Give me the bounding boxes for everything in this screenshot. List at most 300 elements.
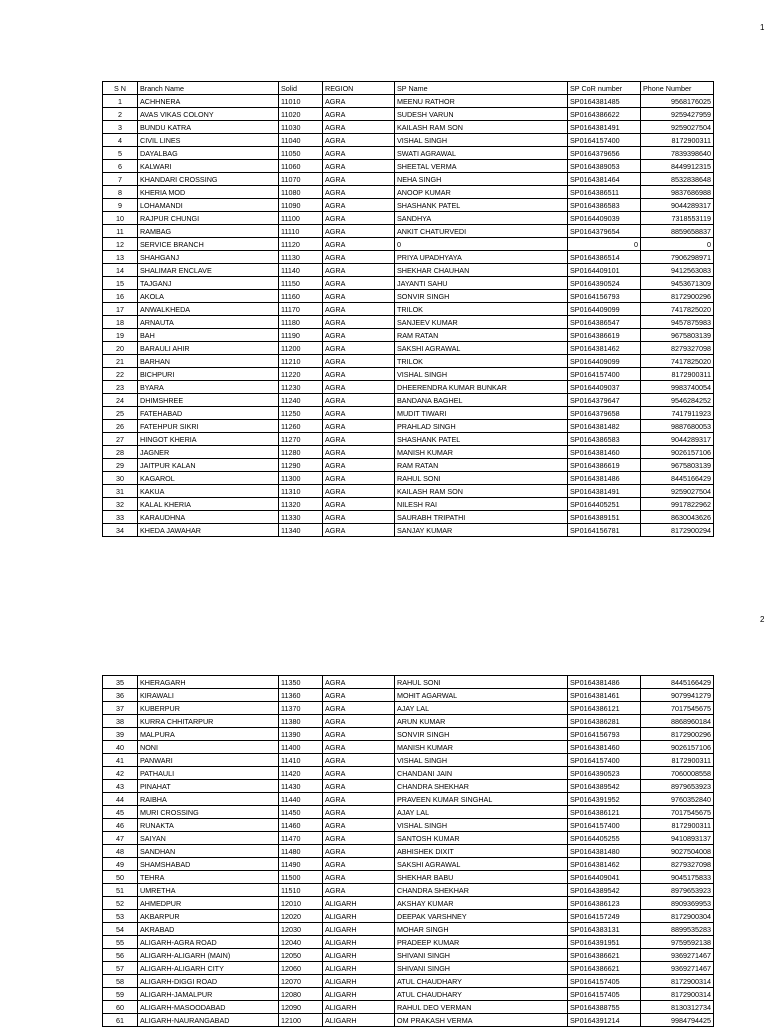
phone-number-cell: 8449912315 — [641, 160, 714, 173]
sn-cell: 35 — [103, 676, 138, 689]
phone-number-cell: 0 — [641, 238, 714, 251]
solid-cell: 11340 — [279, 524, 323, 537]
table-row — [103, 832, 714, 845]
sn-cell: 1 — [103, 95, 138, 108]
sn-cell: 7 — [103, 173, 138, 186]
table-row — [103, 689, 714, 702]
table-row — [103, 290, 714, 303]
branch-name-cell: AKRABAD — [138, 923, 279, 936]
sp-name-cell: NILESH RAI — [395, 498, 568, 511]
solid-cell: 11490 — [279, 858, 323, 871]
table-row — [103, 949, 714, 962]
sp-cor-number-cell: SP0164409101 — [568, 264, 641, 277]
sp-cor-number-cell: SP0164409099 — [568, 355, 641, 368]
table-row — [103, 524, 714, 537]
region-cell: AGRA — [323, 420, 395, 433]
solid-cell: 11400 — [279, 741, 323, 754]
phone-number-cell: 9917822962 — [641, 498, 714, 511]
sp-cor-number-cell: SP0164391214 — [568, 1014, 641, 1027]
branch-name-cell: BYARA — [138, 381, 279, 394]
table-row — [103, 121, 714, 134]
table-row — [103, 806, 714, 819]
sn-cell: 46 — [103, 819, 138, 832]
region-cell: AGRA — [323, 689, 395, 702]
branch-name-cell: BUNDU KATRA — [138, 121, 279, 134]
phone-number-cell: 9369271467 — [641, 962, 714, 975]
solid-cell: 11500 — [279, 871, 323, 884]
table-row — [103, 676, 714, 689]
sn-cell: 49 — [103, 858, 138, 871]
region-cell: AGRA — [323, 95, 395, 108]
sp-name-cell: SANJEEV KUMAR — [395, 316, 568, 329]
sp-cor-number-cell: SP0164409099 — [568, 303, 641, 316]
column-header-sp-name: SP Name — [395, 82, 568, 95]
solid-cell: 12070 — [279, 975, 323, 988]
region-cell: AGRA — [323, 806, 395, 819]
sp-cor-number-cell: SP0164381461 — [568, 689, 641, 702]
branch-name-cell: AKOLA — [138, 290, 279, 303]
region-cell: AGRA — [323, 832, 395, 845]
sn-cell: 34 — [103, 524, 138, 537]
sp-name-cell: SAURABH TRIPATHI — [395, 511, 568, 524]
sp-cor-number-cell: SP0164379656 — [568, 147, 641, 160]
region-cell: AGRA — [323, 394, 395, 407]
sn-cell: 23 — [103, 381, 138, 394]
table-row — [103, 264, 714, 277]
phone-number-cell: 8172900294 — [641, 524, 714, 537]
branch-name-cell: KHERAGARH — [138, 676, 279, 689]
phone-number-cell: 8172900311 — [641, 754, 714, 767]
solid-cell: 11390 — [279, 728, 323, 741]
region-cell: AGRA — [323, 780, 395, 793]
table-row — [103, 173, 714, 186]
region-cell: AGRA — [323, 485, 395, 498]
sp-cor-number-cell: SP0164379647 — [568, 394, 641, 407]
branch-name-cell: JAGNER — [138, 446, 279, 459]
region-cell: AGRA — [323, 524, 395, 537]
phone-number-cell: 9887680053 — [641, 420, 714, 433]
phone-number-cell: 8279327098 — [641, 858, 714, 871]
branch-name-cell: DAYALBAG — [138, 147, 279, 160]
region-cell: AGRA — [323, 433, 395, 446]
solid-cell: 11410 — [279, 754, 323, 767]
branch-name-cell: KURRA CHHITARPUR — [138, 715, 279, 728]
phone-number-cell: 9259027504 — [641, 121, 714, 134]
sp-cor-number-cell: SP0164381464 — [568, 173, 641, 186]
table-row — [103, 134, 714, 147]
table-body — [103, 676, 714, 1027]
sp-name-cell: VISHAL SINGH — [395, 819, 568, 832]
phone-number-cell: 9045175833 — [641, 871, 714, 884]
region-cell: AGRA — [323, 858, 395, 871]
phone-number-cell: 9079941279 — [641, 689, 714, 702]
phone-number-cell: 9837686988 — [641, 186, 714, 199]
solid-cell: 12060 — [279, 962, 323, 975]
sn-cell: 52 — [103, 897, 138, 910]
region-cell: AGRA — [323, 108, 395, 121]
sp-name-cell: AJAY LAL — [395, 702, 568, 715]
sn-cell: 47 — [103, 832, 138, 845]
sp-name-cell: MANISH KUMAR — [395, 741, 568, 754]
table-row — [103, 446, 714, 459]
sn-cell: 3 — [103, 121, 138, 134]
solid-cell: 11230 — [279, 381, 323, 394]
region-cell: AGRA — [323, 316, 395, 329]
sp-cor-number-cell: SP0164157405 — [568, 988, 641, 1001]
phone-number-cell: 9546284252 — [641, 394, 714, 407]
sp-cor-number-cell: SP0164386547 — [568, 316, 641, 329]
sp-cor-number-cell: SP0164157400 — [568, 819, 641, 832]
phone-number-cell: 9027504008 — [641, 845, 714, 858]
sp-name-cell: PRIYA UPADHYAYA — [395, 251, 568, 264]
sp-cor-number-cell: SP0164381491 — [568, 121, 641, 134]
branch-name-cell: ANWALKHEDA — [138, 303, 279, 316]
sp-name-cell: SWATI AGRAWAL — [395, 147, 568, 160]
sn-cell: 61 — [103, 1014, 138, 1027]
branch-name-cell: AHMEDPUR — [138, 897, 279, 910]
sp-cor-number-cell: SP0164409041 — [568, 871, 641, 884]
table-row — [103, 910, 714, 923]
solid-cell: 11270 — [279, 433, 323, 446]
sp-cor-number-cell: SP0164381482 — [568, 420, 641, 433]
sp-name-cell: SHASHANK PATEL — [395, 199, 568, 212]
column-header-sn: S N — [103, 82, 138, 95]
column-header-sp-cor-number: SP CoR number — [568, 82, 641, 95]
sp-cor-number-cell: SP0164386123 — [568, 897, 641, 910]
region-cell: ALIGARH — [323, 1014, 395, 1027]
solid-cell: 11090 — [279, 199, 323, 212]
table-row — [103, 871, 714, 884]
column-header-branch-name: Branch Name — [138, 82, 279, 95]
solid-cell: 11130 — [279, 251, 323, 264]
sn-cell: 19 — [103, 329, 138, 342]
phone-number-cell: 9675803139 — [641, 329, 714, 342]
table-row — [103, 251, 714, 264]
region-cell: AGRA — [323, 715, 395, 728]
phone-number-cell: 9044289317 — [641, 433, 714, 446]
table-row — [103, 355, 714, 368]
branch-table-page-1 — [102, 81, 714, 537]
sp-cor-number-cell: SP0164156793 — [568, 290, 641, 303]
sp-name-cell: MOHIT AGARWAL — [395, 689, 568, 702]
table-row — [103, 715, 714, 728]
branch-table-page-2 — [102, 675, 714, 1027]
branch-name-cell: ALIGARH-AGRA ROAD — [138, 936, 279, 949]
phone-number-cell: 9369271467 — [641, 949, 714, 962]
phone-number-cell: 9259027504 — [641, 485, 714, 498]
phone-number-cell: 8979653923 — [641, 884, 714, 897]
region-cell: ALIGARH — [323, 1001, 395, 1014]
sn-cell: 41 — [103, 754, 138, 767]
sn-cell: 28 — [103, 446, 138, 459]
phone-number-cell: 7017545675 — [641, 702, 714, 715]
solid-cell: 11510 — [279, 884, 323, 897]
table-row — [103, 433, 714, 446]
branch-name-cell: TEHRA — [138, 871, 279, 884]
table-row — [103, 793, 714, 806]
sn-cell: 25 — [103, 407, 138, 420]
solid-cell: 11430 — [279, 780, 323, 793]
solid-cell: 11450 — [279, 806, 323, 819]
phone-number-cell: 7017545675 — [641, 806, 714, 819]
sp-name-cell: BANDANA BAGHEL — [395, 394, 568, 407]
sp-cor-number-cell: SP0164381486 — [568, 472, 641, 485]
phone-number-cell: 8172900314 — [641, 988, 714, 1001]
phone-number-cell: 8909369953 — [641, 897, 714, 910]
sp-name-cell: ARUN KUMAR — [395, 715, 568, 728]
sn-cell: 30 — [103, 472, 138, 485]
sp-cor-number-cell: SP0164391951 — [568, 936, 641, 949]
phone-number-cell: 8172900311 — [641, 134, 714, 147]
sn-cell: 11 — [103, 225, 138, 238]
branch-name-cell: FATEHPUR SIKRI — [138, 420, 279, 433]
phone-number-cell: 7839398640 — [641, 147, 714, 160]
region-cell: ALIGARH — [323, 962, 395, 975]
branch-name-cell: NONI — [138, 741, 279, 754]
solid-cell: 11320 — [279, 498, 323, 511]
solid-cell: 11140 — [279, 264, 323, 277]
table-row — [103, 277, 714, 290]
region-cell: ALIGARH — [323, 975, 395, 988]
table-row — [103, 767, 714, 780]
table-row — [103, 975, 714, 988]
table-row — [103, 316, 714, 329]
table-row — [103, 845, 714, 858]
table-row — [103, 329, 714, 342]
solid-cell: 11060 — [279, 160, 323, 173]
sp-cor-number-cell: SP0164379654 — [568, 225, 641, 238]
sp-cor-number-cell: SP0164381460 — [568, 446, 641, 459]
region-cell: AGRA — [323, 767, 395, 780]
solid-cell: 11150 — [279, 277, 323, 290]
sp-name-cell: CHANDRA SHEKHAR — [395, 884, 568, 897]
sp-name-cell: ATUL CHAUDHARY — [395, 988, 568, 1001]
sn-cell: 39 — [103, 728, 138, 741]
branch-name-cell: SHAHGANJ — [138, 251, 279, 264]
sp-name-cell: SAKSHI AGRAWAL — [395, 342, 568, 355]
phone-number-cell: 9759592138 — [641, 936, 714, 949]
branch-name-cell: ALIGARH-DIGGI ROAD — [138, 975, 279, 988]
solid-cell: 11280 — [279, 446, 323, 459]
branch-name-cell: MURI CROSSING — [138, 806, 279, 819]
region-cell: AGRA — [323, 173, 395, 186]
region-cell: AGRA — [323, 871, 395, 884]
branch-name-cell: KHANDARI CROSSING — [138, 173, 279, 186]
region-cell: AGRA — [323, 368, 395, 381]
branch-name-cell: ARNAUTA — [138, 316, 279, 329]
region-cell: AGRA — [323, 290, 395, 303]
region-cell: AGRA — [323, 251, 395, 264]
solid-cell: 11210 — [279, 355, 323, 368]
solid-cell: 11470 — [279, 832, 323, 845]
region-cell: AGRA — [323, 845, 395, 858]
branch-name-cell: BICHPURI — [138, 368, 279, 381]
table-row — [103, 754, 714, 767]
table-row — [103, 95, 714, 108]
phone-number-cell: 9410893137 — [641, 832, 714, 845]
sp-cor-number-cell: SP0164388755 — [568, 1001, 641, 1014]
table-row — [103, 420, 714, 433]
table-row — [103, 1014, 714, 1027]
region-cell: AGRA — [323, 238, 395, 251]
sp-cor-number-cell: SP0164156793 — [568, 728, 641, 741]
sn-cell: 53 — [103, 910, 138, 923]
solid-cell: 11260 — [279, 420, 323, 433]
sn-cell: 48 — [103, 845, 138, 858]
region-cell: AGRA — [323, 381, 395, 394]
region-cell: AGRA — [323, 741, 395, 754]
solid-cell: 12050 — [279, 949, 323, 962]
sn-cell: 8 — [103, 186, 138, 199]
sp-name-cell: AKSHAY KUMAR — [395, 897, 568, 910]
sn-cell: 59 — [103, 988, 138, 1001]
phone-number-cell: 9760352840 — [641, 793, 714, 806]
sp-cor-number-cell: SP0164386622 — [568, 108, 641, 121]
sp-name-cell: RAM RATAN — [395, 459, 568, 472]
phone-number-cell: 8868960184 — [641, 715, 714, 728]
branch-name-cell: BARAULI AHIR — [138, 342, 279, 355]
branch-name-cell: UMRETHA — [138, 884, 279, 897]
sp-cor-number-cell: SP0164409039 — [568, 212, 641, 225]
branch-name-cell: FATEHABAD — [138, 407, 279, 420]
sn-cell: 51 — [103, 884, 138, 897]
branch-name-cell: PATHAULI — [138, 767, 279, 780]
sn-cell: 14 — [103, 264, 138, 277]
sp-cor-number-cell: SP0164156781 — [568, 524, 641, 537]
sn-cell: 10 — [103, 212, 138, 225]
sn-cell: 50 — [103, 871, 138, 884]
sn-cell: 32 — [103, 498, 138, 511]
sn-cell: 42 — [103, 767, 138, 780]
region-cell: AGRA — [323, 884, 395, 897]
region-cell: AGRA — [323, 329, 395, 342]
sp-cor-number-cell: SP0164405255 — [568, 832, 641, 845]
region-cell: AGRA — [323, 702, 395, 715]
branch-name-cell: HINGOT KHERIA — [138, 433, 279, 446]
solid-cell: 11310 — [279, 485, 323, 498]
phone-number-cell: 8859658837 — [641, 225, 714, 238]
sn-cell: 57 — [103, 962, 138, 975]
region-cell: AGRA — [323, 511, 395, 524]
sp-name-cell: SANDHYA — [395, 212, 568, 225]
solid-cell: 11170 — [279, 303, 323, 316]
sp-name-cell: PRAVEEN KUMAR SINGHAL — [395, 793, 568, 806]
solid-cell: 11380 — [279, 715, 323, 728]
solid-cell: 11300 — [279, 472, 323, 485]
phone-number-cell: 7417825020 — [641, 355, 714, 368]
branch-name-cell: KIRAWALI — [138, 689, 279, 702]
branch-name-cell: ALIGARH-NAURANGABAD — [138, 1014, 279, 1027]
phone-number-cell: 8130312734 — [641, 1001, 714, 1014]
phone-number-cell: 9026157106 — [641, 741, 714, 754]
table-row — [103, 108, 714, 121]
sp-name-cell: SHEKHAR BABU — [395, 871, 568, 884]
region-cell: AGRA — [323, 459, 395, 472]
table-row — [103, 160, 714, 173]
branch-name-cell: ALIGARH-ALIGARH (MAIN) — [138, 949, 279, 962]
branch-name-cell: ALIGARH-ALIGARH CITY — [138, 962, 279, 975]
sn-cell: 16 — [103, 290, 138, 303]
region-cell: AGRA — [323, 793, 395, 806]
sp-cor-number-cell: SP0164157400 — [568, 134, 641, 147]
solid-cell: 11040 — [279, 134, 323, 147]
sn-cell: 33 — [103, 511, 138, 524]
sn-cell: 15 — [103, 277, 138, 290]
sn-cell: 45 — [103, 806, 138, 819]
region-cell: AGRA — [323, 186, 395, 199]
phone-number-cell: 8172900311 — [641, 368, 714, 381]
region-cell: AGRA — [323, 819, 395, 832]
sp-name-cell: ANKIT CHATURVEDI — [395, 225, 568, 238]
sp-cor-number-cell: SP0164157400 — [568, 754, 641, 767]
branch-name-cell: PANWARI — [138, 754, 279, 767]
branch-name-cell: KAGAROL — [138, 472, 279, 485]
branch-name-cell: KALAL KHERIA — [138, 498, 279, 511]
sp-cor-number-cell: SP0164386121 — [568, 702, 641, 715]
sp-name-cell: SHEETAL VERMA — [395, 160, 568, 173]
sp-name-cell: ABHISHEK DIXIT — [395, 845, 568, 858]
sp-cor-number-cell: SP0164389151 — [568, 511, 641, 524]
solid-cell: 11070 — [279, 173, 323, 186]
solid-cell: 12030 — [279, 923, 323, 936]
sp-name-cell: ANOOP KUMAR — [395, 186, 568, 199]
solid-cell: 11220 — [279, 368, 323, 381]
sp-cor-number-cell: 0 — [568, 238, 641, 251]
table-row — [103, 459, 714, 472]
sp-cor-number-cell: SP0164381462 — [568, 858, 641, 871]
region-cell: ALIGARH — [323, 949, 395, 962]
table-row — [103, 394, 714, 407]
branch-name-cell: SAIYAN — [138, 832, 279, 845]
sp-name-cell: MEENU RATHOR — [395, 95, 568, 108]
sn-cell: 4 — [103, 134, 138, 147]
branch-name-cell: SHAMSHABAD — [138, 858, 279, 871]
branch-name-cell: SERVICE BRANCH — [138, 238, 279, 251]
table-row — [103, 897, 714, 910]
table-row — [103, 147, 714, 160]
sn-cell: 38 — [103, 715, 138, 728]
table-row — [103, 485, 714, 498]
sp-cor-number-cell: SP0164386583 — [568, 199, 641, 212]
sp-name-cell: SUDESH VARUN — [395, 108, 568, 121]
solid-cell: 12020 — [279, 910, 323, 923]
column-header-region: REGION — [323, 82, 395, 95]
region-cell: AGRA — [323, 160, 395, 173]
sp-name-cell: ATUL CHAUDHARY — [395, 975, 568, 988]
table-header-row — [103, 82, 714, 95]
phone-number-cell: 8445166429 — [641, 676, 714, 689]
phone-number-cell: 8899535283 — [641, 923, 714, 936]
phone-number-cell: 7906298971 — [641, 251, 714, 264]
solid-cell: 11200 — [279, 342, 323, 355]
sn-cell: 9 — [103, 199, 138, 212]
sp-cor-number-cell: SP0164157400 — [568, 368, 641, 381]
sn-cell: 29 — [103, 459, 138, 472]
branch-name-cell: PINAHAT — [138, 780, 279, 793]
sp-name-cell: SONVIR SINGH — [395, 290, 568, 303]
phone-number-cell: 8172900304 — [641, 910, 714, 923]
sn-cell: 6 — [103, 160, 138, 173]
solid-cell: 11110 — [279, 225, 323, 238]
table-row — [103, 225, 714, 238]
sp-cor-number-cell: SP0164391952 — [568, 793, 641, 806]
table-row — [103, 238, 714, 251]
sp-name-cell: KAILASH RAM SON — [395, 485, 568, 498]
branch-name-cell: KUBERPUR — [138, 702, 279, 715]
sp-name-cell: PRAHLAD SINGH — [395, 420, 568, 433]
sp-name-cell: VISHAL SINGH — [395, 754, 568, 767]
solid-cell: 11440 — [279, 793, 323, 806]
